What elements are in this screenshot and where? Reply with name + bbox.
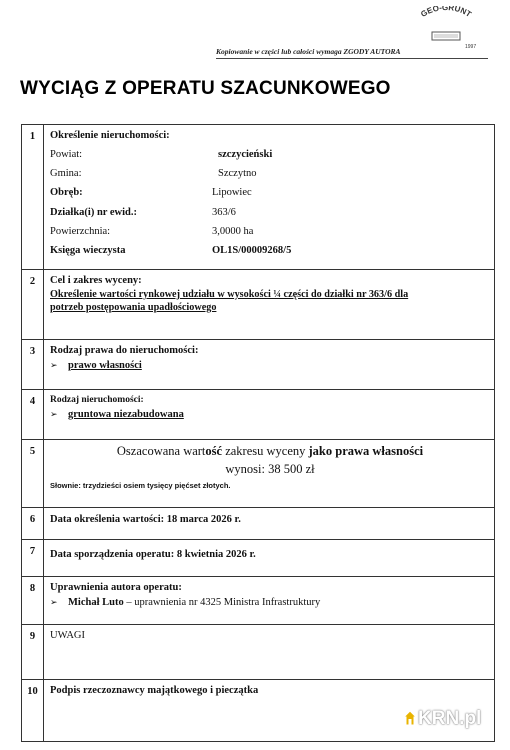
logo-emblem-icon [405, 6, 487, 50]
section-9 [22, 625, 494, 680]
field-value-dzialka: 363/6 [212, 207, 236, 218]
section-5 [22, 440, 494, 508]
field-value-ksiega: OL1S/00009268/5 [212, 245, 292, 256]
section-number: 1 [22, 125, 44, 269]
section-number: 3 [22, 340, 44, 389]
section-number: 6 [22, 508, 44, 539]
valuation-in-words: Słownie: trzydzieści osiem tysięcy pięćset złotych. [50, 481, 231, 490]
header-divider [216, 58, 488, 59]
right-type-value: prawo własności [68, 360, 142, 371]
arrow-bullet-icon: ➢ [50, 409, 58, 419]
section-number: 9 [22, 625, 44, 679]
field-label-dzialka: Działka(i) nr ewid.: [50, 207, 138, 218]
field-label-powiat: Powiat: [50, 149, 83, 160]
house-icon [403, 710, 417, 726]
section-heading: Uprawnienia autora operatu: [50, 582, 182, 593]
author-license: – uprawnienia nr 4325 Ministra Infrastruktury [123, 597, 321, 608]
section-number: 7 [22, 540, 44, 576]
logo-top-text: GEO-GRUNT [419, 6, 473, 19]
document-title: WYCIĄG Z OPERATU SZACUNKOWEGO [20, 78, 391, 99]
valuation-statement: Oszacowana wartość zakresu wyceny jako prawa własności [116, 444, 424, 458]
field-label-powierzchnia: Powierzchnia: [50, 226, 111, 237]
section-number: 5 [22, 440, 44, 507]
valuation-purpose-line-2: potrzeb postępowania upadłościowego [50, 302, 217, 313]
valuation-amount: wynosi: 38 500 zł [225, 462, 315, 476]
section-3 [22, 340, 494, 390]
property-type-value: gruntowa niezabudowana [68, 409, 184, 420]
section-6 [22, 508, 494, 540]
krn-watermark [403, 708, 481, 730]
section-heading: Rodzaj nieruchomości: [50, 395, 144, 405]
geo-grunt-logo [405, 6, 487, 50]
valuation-purpose-line-1: Określenie wartości rynkowej udziału w wysokości ¼ części do działki nr 363/6 dla [50, 289, 409, 300]
signature-heading: Podpis rzeczoznawcy majątkowego i pieczątka [50, 685, 259, 696]
section-heading: Określenie nieruchomości: [50, 130, 170, 141]
field-label-ksiega: Księga wieczysta [50, 245, 126, 256]
svg-text:GEO-GRUNT [419, 6, 473, 19]
watermark-text: KRN.pl [418, 708, 482, 729]
section-number: 2 [22, 270, 44, 339]
section-1 [22, 125, 494, 270]
field-label-obreb: Obręb: [50, 187, 83, 198]
arrow-bullet-icon: ➢ [50, 360, 58, 370]
section-number: 4 [22, 390, 44, 439]
report-date: Data sporządzenia operatu: 8 kwietnia 2026 r. [50, 549, 256, 560]
field-value-powierzchnia: 3,0000 ha [212, 226, 254, 237]
field-value-gmina: Szczytno [218, 168, 257, 179]
section-number: 10 [22, 680, 44, 741]
valuation-date: Data określenia wartości: 18 marca 2026 r. [50, 514, 241, 525]
logo-year: 1997 [465, 44, 477, 50]
section-4 [22, 390, 494, 440]
section-7 [22, 540, 494, 577]
section-heading: Cel i zakres wyceny: [50, 275, 142, 286]
section-2 [22, 270, 494, 340]
section-8 [22, 577, 494, 625]
section-heading: Rodzaj prawa do nieruchomości: [50, 345, 199, 356]
field-label-gmina: Gmina: [50, 168, 82, 179]
field-value-obreb: Lipowiec [212, 187, 252, 198]
extract-table [21, 124, 495, 742]
arrow-bullet-icon: ➢ [50, 597, 58, 607]
copyright-note: Kopiowanie w części lub całości wymaga ZGODY AUTORA [216, 47, 401, 56]
field-value-powiat: szczycieński [218, 149, 273, 160]
section-number: 8 [22, 577, 44, 624]
author-name: Michał Luto [68, 597, 124, 608]
notes-heading: UWAGI [50, 630, 85, 641]
